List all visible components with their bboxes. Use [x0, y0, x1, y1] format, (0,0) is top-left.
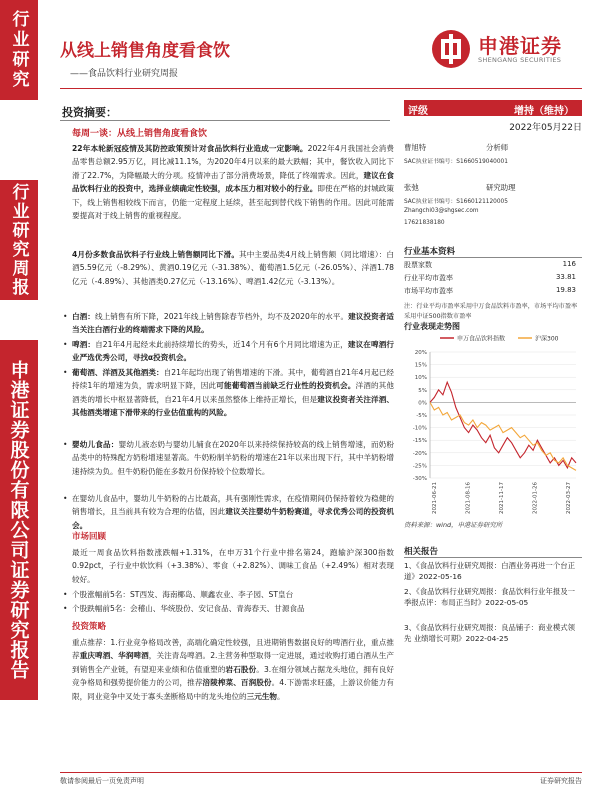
legend-label: 沪深300 [535, 335, 559, 343]
p1-bold-mid: 建议在食品饮料行业的投资中，选择业绩确定性较强，成本压力相对较小的行业。 [72, 170, 395, 194]
x-tick-label: 2021-11-17 [499, 482, 505, 514]
x-tick-label: 2022-03-27 [566, 482, 572, 514]
report-subtitle: ——食品饮料行业研究周报 [70, 69, 179, 79]
p2-text: 其中主要品类4月线上销售额（同比增速）：白酒5.59亿元（-8.29%）、黄酒0.19亿元（-31.38%）、葡萄酒1.5亿元（-26.05%）、洋酒1.78亿元（-4.89%）、其他酒类0.27亿元（-13.16%）、啤酒1.42亿元（-3.13%）。 [72, 250, 395, 286]
p1-text-a: 2022年4月我国社会消费品零售总额2.95万亿，同比减11.1%，为2020年4月以来的最大跌幅；其中，餐饮收入同比下滑了22.7%，为降幅最大的分项。疫情冲击了部分消费场景，降低了终端需求。因此， [72, 144, 394, 180]
related-reports-heading: 相关报告 [404, 547, 439, 557]
bullet-lead: 白酒： [72, 312, 95, 321]
bullet-baijiu [72, 310, 394, 337]
industry-info-divider [404, 257, 582, 258]
strategy-text: 。 [277, 691, 285, 701]
market-gainers: • 个股涨幅前5名：ST西发、海南椰岛、顺鑫农业、李子园、ST皇台 [72, 588, 394, 601]
x-tick-label: 2021-06-21 [432, 482, 438, 514]
analyst-2-role: 研究助理 [486, 183, 516, 192]
sidebar-industry-research: 行业研究 [0, 0, 38, 100]
y-tick-label: 20% [414, 350, 427, 356]
analyst-2-name: 张弛 [404, 183, 419, 192]
report-title: 从线上销售角度看食饮 [60, 41, 230, 61]
logo-text: 申港证券 [478, 34, 562, 58]
industry-row-label: 股票家数 [404, 261, 432, 269]
related-report-item[interactable]: 1、《食品饮料行业研究周报：白酒业务再进一个台正道》2022-05-16 [404, 561, 575, 581]
analyst-2-email[interactable]: Zhangchi03@shgsec.com [404, 208, 479, 214]
bullet-bold: 建议投资者适当关注白酒行业的终端需求下降的风险。 [72, 312, 394, 335]
industry-row [404, 273, 582, 283]
bullet-wine [72, 366, 394, 420]
p1-bold-lead: 22年本轮新冠疫情及其防控政策预计对食品饮料行业造成一定影响。 [72, 144, 308, 153]
industry-row-label: 市场平均市盈率 [404, 287, 453, 295]
weekly-topic-heading: 每周一谈：从线上销售角度看食饮 [72, 129, 208, 139]
y-tick-label: -30% [412, 476, 427, 482]
y-tick-label: -25% [412, 463, 427, 470]
industry-row [404, 286, 582, 296]
y-tick-label: -5% [416, 413, 427, 419]
analyst-2-phone: 17621838180 [404, 220, 445, 226]
industry-note: 注：行业平均市盈率采用中万食品饮料市盈率，市场平均市盈率采用中证500指数市盈率 [404, 303, 578, 320]
strategy-bold: 重庆啤酒、华润啤酒 [79, 651, 149, 661]
report-date: 2022年05月22日 [509, 123, 582, 133]
bullet-infant-milk [72, 492, 394, 532]
footer-label: 证券研究报告 [540, 777, 582, 785]
y-tick-label: 5% [418, 387, 427, 394]
x-tick-label: 2021-08-16 [465, 482, 472, 514]
bullet-text: 婴幼儿液态奶与婴幼儿辅食在2020年以来持续保持较高的线上销售增速，而奶粉品类中的特殊配方奶粉增速显著高。牛奶粉制羊奶粉的增速在21年以来出现下行，其中羊奶粉增速持续为负。但牛奶粉仍能在多数月份保持较个位数增长。 [72, 440, 395, 476]
summary-paragraph-2 [72, 248, 394, 288]
performance-chart [400, 330, 582, 516]
bullet-bold: 建议投资者关注洋酒、其他酒类增速下滑带来的行业估值重构的风险。 [72, 394, 394, 418]
bullet-infant-food [72, 438, 394, 478]
bullet-text: 线上销售有所下降，2021年线上销售除春节档外，均不及2020年的水平。 [94, 312, 349, 321]
industry-row-label: 行业平均市盈率 [404, 274, 453, 282]
summary-divider [60, 120, 390, 121]
bullet-bold: 可能葡萄酒当前缺乏行业性的投资机会。 [216, 381, 356, 391]
related-report-item[interactable]: 3、《食品饮料行业研究周报：良品铺子：商业模式领先 业绩增长可期》2022-04-25 [404, 623, 575, 643]
market-losers: • 个股跌幅前5名：会稽山、华统股份、安记食品、青海春天、甘源食品 [72, 602, 394, 615]
sidebar-weekly-report: 行业研究周报 [0, 180, 38, 300]
industry-row-value: 33.81 [555, 273, 576, 281]
rating-value: 增持（维持） [514, 106, 574, 117]
related-reports-divider [404, 557, 582, 558]
strategy-bold: 三元生物 [246, 691, 278, 701]
bullet-lead: 婴幼儿食品： [72, 440, 119, 449]
analyst-1-name: 曹旭特 [404, 143, 427, 152]
investment-strategy-text [72, 636, 394, 703]
strategy-text: 。3.在细分领域占据龙头地位，拥有良好竞争格局和强势提价能力的公司，推荐 [72, 664, 395, 688]
related-report-item[interactable]: 2、《食品饮料行业研究周报：食品饮料行业年报及一季报点评：布局正当时》2022-05-05 [404, 587, 575, 607]
bullet-text: 在婴幼儿食品中，婴幼儿牛奶粉的占比最高，具有强刚性需求，在疫情期间仍保持着较为稳健的销售增长，且当前具有较为合理的估值，因此 [72, 494, 394, 517]
y-tick-label: -20% [412, 450, 427, 457]
industry-row [404, 260, 582, 270]
footer-divider [60, 772, 582, 773]
bullet-text: 自21年起均出现了销售增速的下滑。其中，葡萄酒自21年4月起已经持续1年的增速为负，需求明显下降，因此 [72, 368, 395, 391]
bullet-text: 洋酒的其他酒类的增长中枢显著降低，自21年4月以来虽然整体上维持正增长，但是 [72, 381, 395, 404]
p2-bold-lead: 4月份多数食品饮料子行业线上销售额同比下滑。 [72, 250, 240, 259]
sidebar-company-name: 申港证券股份有限公司证券研究报告 [0, 340, 38, 700]
bullet-bold: 建议在啤酒行业严选优秀公司，寻找α投资机会。 [72, 340, 394, 363]
summary-heading: 投资摘要： [62, 106, 117, 119]
bullet-beer [72, 338, 394, 365]
y-tick-label: 15% [414, 362, 427, 369]
header-divider [60, 88, 582, 89]
series-line [430, 402, 576, 470]
y-tick-label: 0% [418, 400, 427, 407]
bullet-text: 自21年4月起经未此前持续增长的势头，近14个月有6个月同比增速为正， [95, 340, 348, 349]
strategy-text: 。4.下游需求旺盛，上游议价能力有限，同业竞争中叉处于寡头垄断格局中的龙头地位的 [72, 678, 395, 701]
rating-label: 评级 [408, 106, 428, 117]
chart-source: 资料来源：wind，申港证券研究所 [404, 521, 503, 529]
company-logo [430, 28, 580, 70]
y-tick-label: -15% [412, 438, 427, 445]
industry-row-value: 19.83 [555, 286, 576, 294]
summary-paragraph-1 [72, 142, 394, 222]
logo-english-text: SHENGANG SECURITIES [478, 56, 562, 64]
market-review-text: 最近一周食品饮料指数涨跌幅+1.31%，在申万31个行业中排名第24，跑输沪深300指数0.92pct，子行业中软饮料（+3.38%）、零食（+2.82%）、调味工食品（+2.49%）相对表现较好。 [72, 548, 394, 584]
strategy-bold: 岩石股份 [225, 664, 257, 674]
analyst-1-cert: SAC执业证书编号：S1660519040001 [404, 159, 508, 165]
bullet-lead: 葡萄酒、洋酒及其他酒类： [72, 368, 164, 377]
left-sidebar [0, 0, 38, 800]
strategy-bold: 涪陵榨菜、百润股份 [202, 678, 272, 688]
bullet-bold: 建议关注婴幼牛奶粉赛道，寻求优秀公司的投资机会。 [72, 507, 395, 530]
strategy-text: 重点推荐：1.行业竞争格局改善，高端化确定性较强，且进期销售数据良好的啤酒行业，重点推荐 [72, 638, 394, 661]
investment-strategy-heading: 投资策略 [72, 622, 107, 632]
rating-bar [404, 100, 582, 116]
strategy-text: ，关注青岛啤酒。2.主营务种型取得一定进展，通过收购打通白酒从生产到销售全产业链，有望迎来业绩和估值重塑的 [72, 651, 395, 674]
bullet-lead: 啤酒： [72, 340, 96, 349]
industry-row-value: 116 [562, 260, 576, 268]
chart-heading: 行业表现走势图 [404, 322, 460, 331]
series-line [430, 382, 576, 468]
analyst-1-role: 分析师 [486, 143, 509, 152]
industry-info-heading: 行业基本资料 [404, 247, 456, 257]
analyst-2-cert: SAC执业证书编号：S1660121120005 [404, 199, 508, 205]
y-tick-label: 10% [414, 375, 427, 382]
logo-mark-icon [430, 28, 472, 70]
footer-disclaimer[interactable]: 敬请参阅最后一页免责声明 [60, 777, 144, 785]
x-tick-label: 2022-01-26 [532, 482, 539, 514]
y-tick-label: -10% [412, 425, 427, 432]
market-review-heading: 市场回顾 [72, 532, 107, 542]
p1-text-b: 即使在严格的封城政策下，线上销售相较线下而言，仍能一定程度上延续，甚至起到替代线下销售的作用。因此可能需要提高对于线上销售的重视程度。 [72, 184, 394, 221]
legend-label: 申万食品饮料指数 [457, 335, 506, 343]
